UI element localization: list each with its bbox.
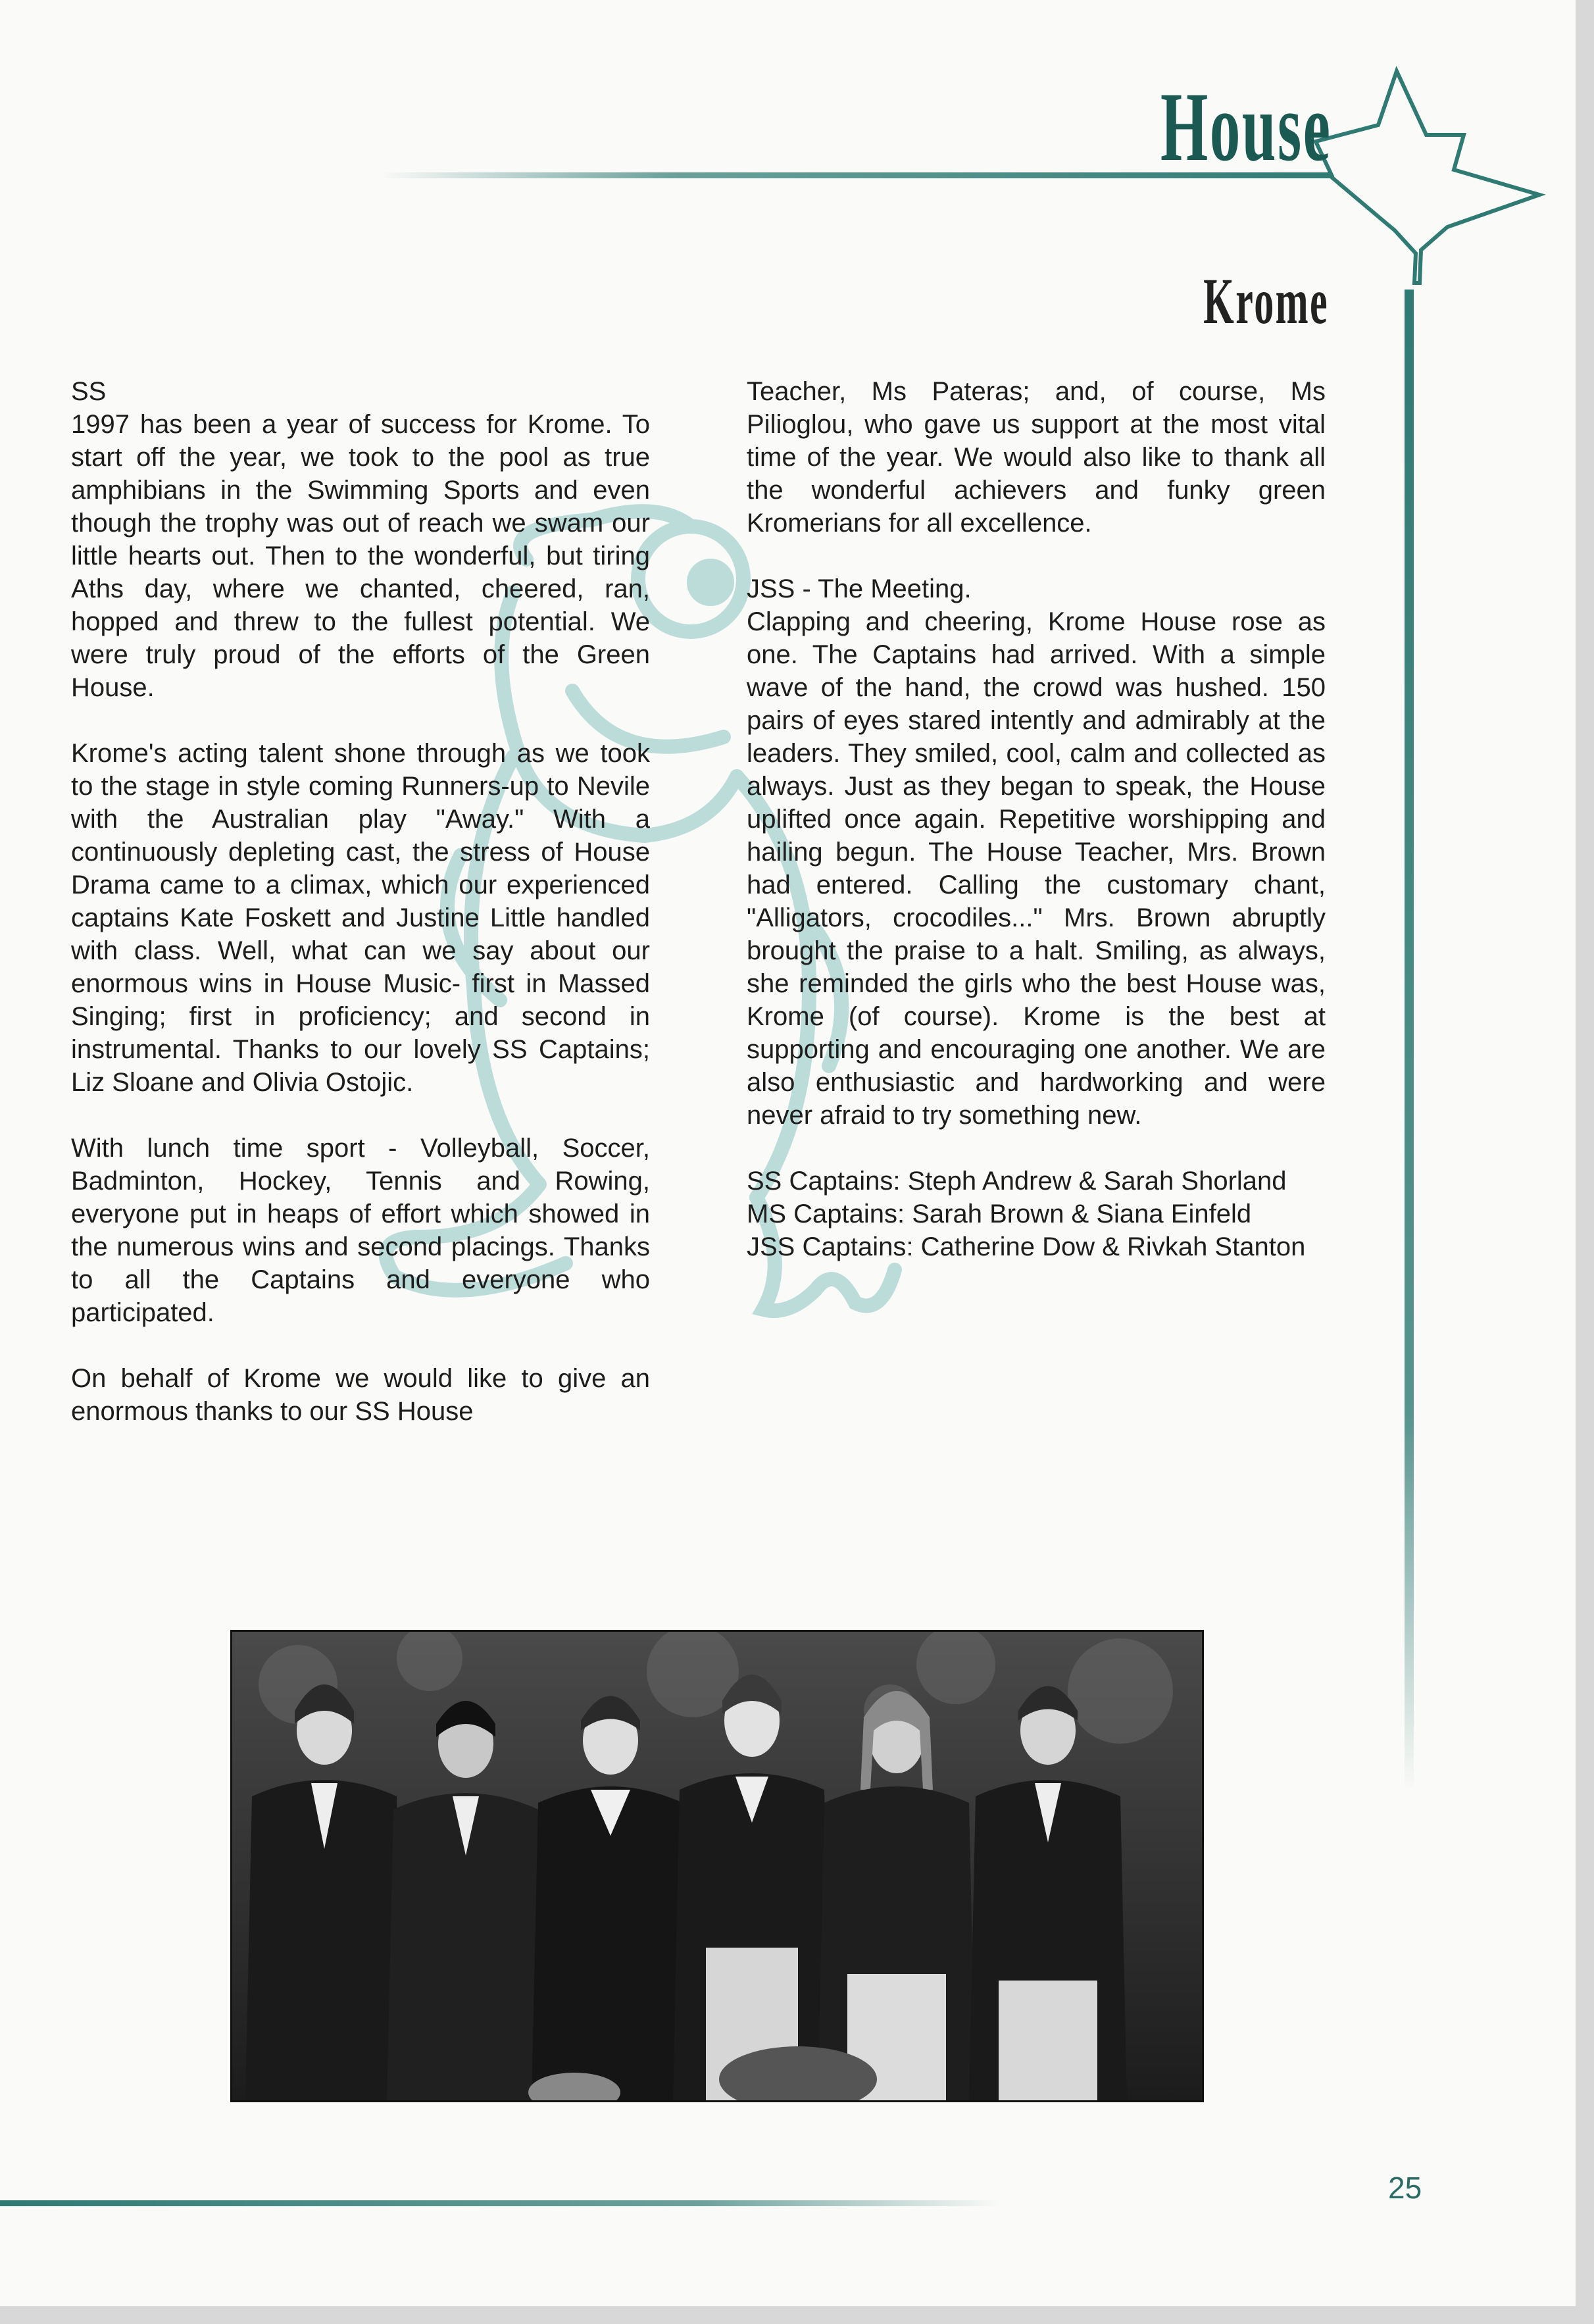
footer-rule	[0, 2200, 1000, 2206]
captains-jss: JSS Captains: Catherine Dow & Rivkah Stanton	[747, 1232, 1306, 1261]
group-photo-image	[232, 1632, 1202, 2100]
captains-list	[747, 1165, 1326, 1263]
paragraph-4: On behalf of Krome we would like to give an enormous thanks to our SS House	[71, 1364, 650, 1426]
meeting-paragraph: Clapping and cheering, Krome House rose as one. The Captains had arrived. With a simple wave of the hand, the crowd was hushed. 150 pairs of eyes stared intently and admirably at the leaders. They smiled, cool, calm and collected as always. Just as they began to speak, the House uplifted once again. Repetitive worshipping and hailing begun. The House Teacher, Mrs. Brown had entered. Calling the customary chant, "Alligators, crocodiles..." Mrs. Brown abruptly brought the praise to a halt. Smiling, as always, she reminded the girls who the best House was, Krome (of course). Krome is the best at supporting and encouraging one another. We are also enthusiastic and hardworking and were never afraid to try something new.	[747, 607, 1326, 1130]
paragraph-2: Krome's acting talent shone through as we took to the stage in style coming Runners-up to Nevile with the Australian play "Away." With a continuously depleting cast, the stress of House Drama came to a climax, which our experienced captains Kate Foskett and Justine Little handled with class. Well, what can we say about our enormous wins in House Music- first in Massed Singing; first in proficiency; and second in instrumental. Thanks to our lovely SS Captains; Liz Sloane and Olivia Ostojic.	[71, 739, 650, 1097]
captains-ms: MS Captains: Sarah Brown & Siana Einfeld	[747, 1200, 1252, 1228]
section-title: House	[1160, 72, 1332, 182]
page-edge	[1576, 0, 1594, 2324]
right-rule	[1405, 290, 1414, 1790]
house-name: Krome	[1203, 265, 1329, 338]
group-photo	[230, 1630, 1204, 2102]
paragraph-label: SS	[71, 377, 107, 406]
captains-ss: SS Captains: Steph Andrew & Sarah Shorland	[747, 1167, 1287, 1196]
paragraph-3: With lunch time sport - Volleyball, Soccer, Badminton, Hockey, Tennis and Rowing, everyone put in heaps of effort which showed in the numerous wins and second placings. Thanks to all the Captains and everyone who participated.	[71, 1134, 650, 1327]
page-number: 25	[1388, 2171, 1422, 2205]
meeting-heading: JSS - The Meeting.	[747, 574, 972, 603]
paragraph-continued: Teacher, Ms Pateras; and, of course, Ms Pilioglou, who gave us support at the most vital time of the year. We would also like to thank all the wonderful achievers and funky green Kromerians for all excellence.	[747, 377, 1326, 538]
right-column	[747, 375, 1326, 1263]
paragraph-1: 1997 has been a year of success for Krome. To start off the year, we took to the pool as true amphibians in the Swimming Sports and even though the trophy was out of reach we swam our little hearts out. Then to the wonderful, but tiring Aths day, where we chanted, cheered, ran, hopped and threw to the fullest potential. We were truly proud of the efforts of the Green House.	[71, 410, 650, 702]
left-column	[71, 375, 650, 1461]
star-icon	[1316, 71, 1539, 283]
